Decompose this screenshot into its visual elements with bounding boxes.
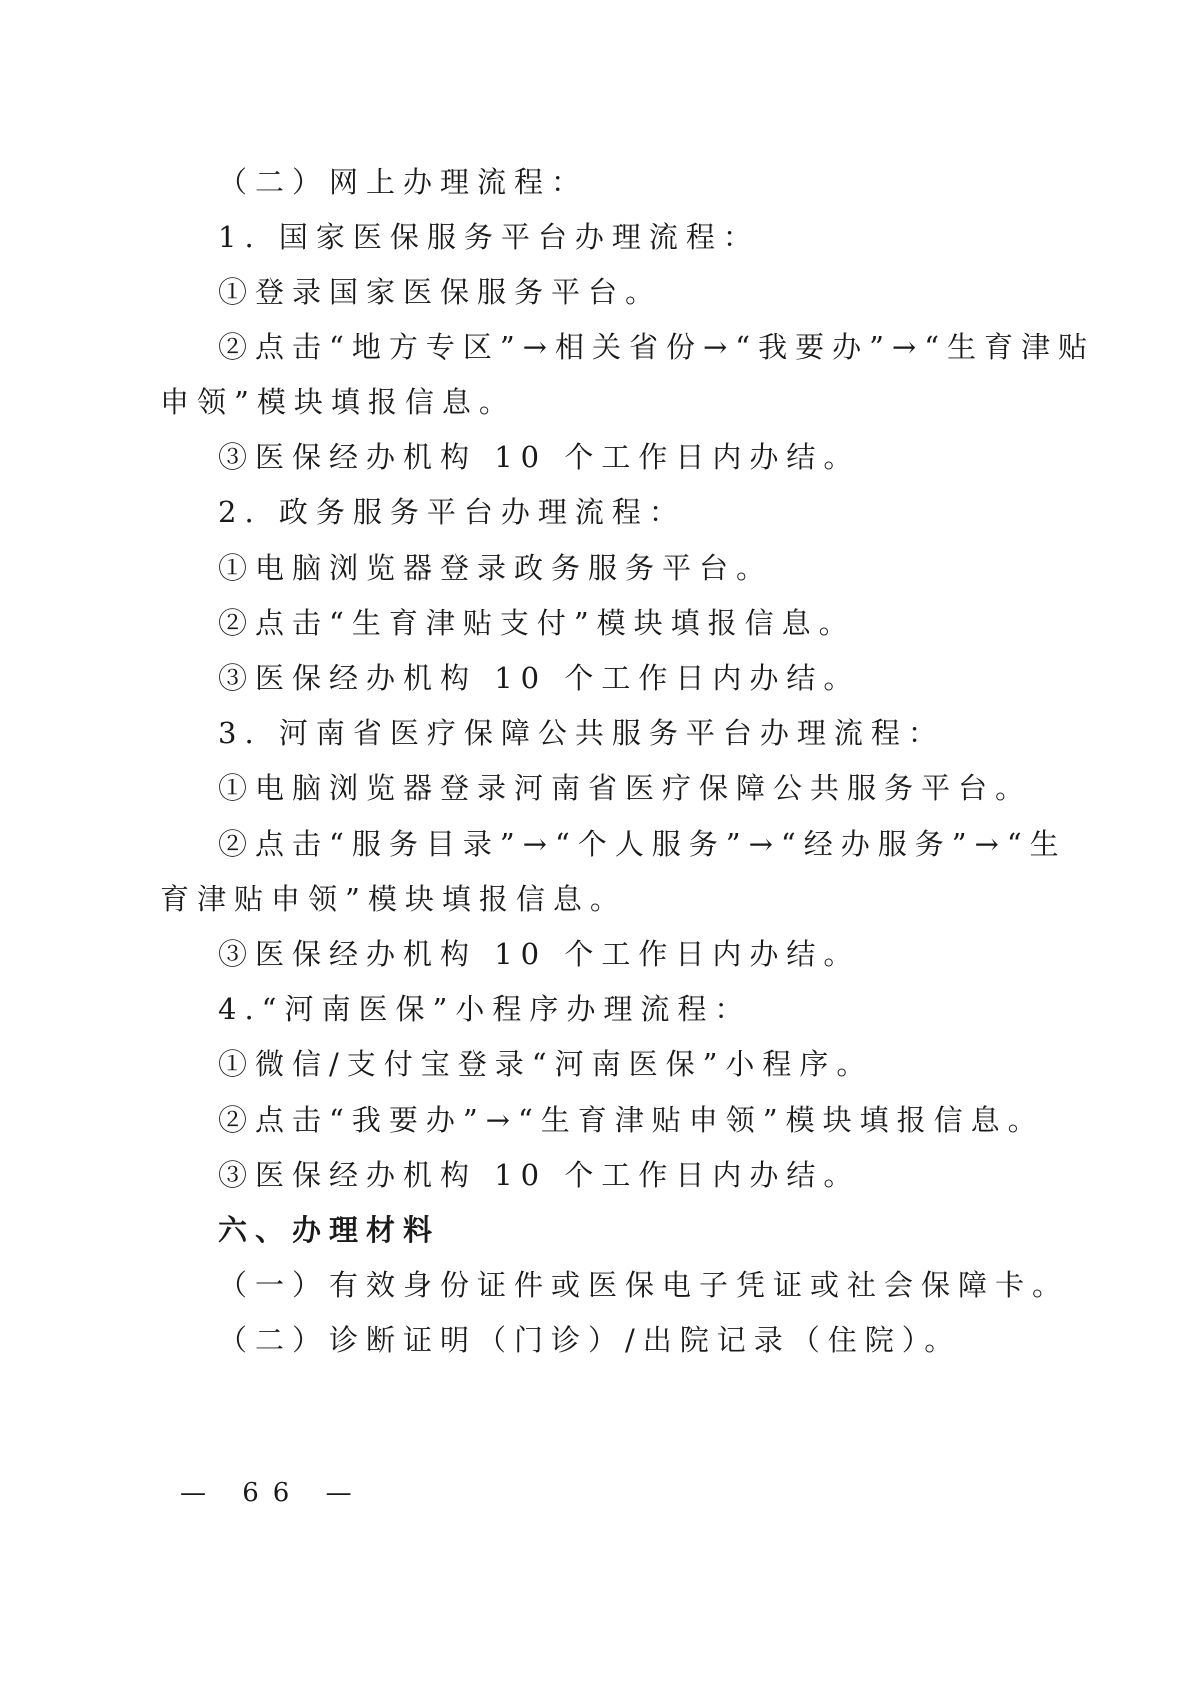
page-number: — 66 — — [180, 1478, 366, 1508]
step-government-click: ②点击“生育津贴支付”模块填报信息。 — [218, 606, 856, 640]
step-mini-program-click: ②点击“我要办”→“生育津贴申领”模块填报信息。 — [218, 1103, 1045, 1137]
subheading-national-platform: 1. 国家医保服务平台办理流程： — [218, 220, 760, 254]
subheading-mini-program: 4.“河南医保”小程序办理流程： — [218, 992, 752, 1026]
section-heading-online-process: （二）网上办理流程： — [218, 165, 589, 199]
step-national-complete: ③医保经办机构 10 个工作日内办结。 — [218, 440, 861, 474]
step-henan-click-part2: 育津贴申领”模块填报信息。 — [160, 882, 627, 916]
section-heading-materials: 六、办理材料 — [218, 1213, 441, 1247]
step-henan-click-part1: ②点击“服务目录”→“个人服务”→“经办服务”→“生 — [218, 827, 1067, 861]
subheading-government-platform: 2. 政务服务平台办理流程： — [218, 495, 686, 529]
step-henan-complete: ③医保经办机构 10 个工作日内办结。 — [218, 937, 861, 971]
step-national-click-part2: 申领”模块填报信息。 — [160, 385, 516, 419]
step-national-login: ①登录国家医保服务平台。 — [218, 275, 663, 309]
step-mini-program-complete: ③医保经办机构 10 个工作日内办结。 — [218, 1158, 861, 1192]
step-henan-login: ①电脑浏览器登录河南省医疗保障公共服务平台。 — [218, 771, 1033, 805]
step-government-complete: ③医保经办机构 10 个工作日内办结。 — [218, 661, 861, 695]
step-national-click-part1: ②点击“地方专区”→相关省份→“我要办”→“生育津贴 — [218, 330, 1096, 364]
step-mini-program-login: ①微信/支付宝登录“河南医保”小程序。 — [218, 1047, 874, 1081]
material-item-id: （一）有效身份证件或医保电子凭证或社会保障卡。 — [218, 1268, 1070, 1302]
material-item-diagnosis: （二）诊断证明（门诊）/出院记录（住院）。 — [218, 1323, 962, 1357]
subheading-henan-platform: 3. 河南省医疗保障公共服务平台办理流程： — [218, 716, 945, 750]
step-government-login: ①电脑浏览器登录政务服务平台。 — [218, 551, 774, 585]
